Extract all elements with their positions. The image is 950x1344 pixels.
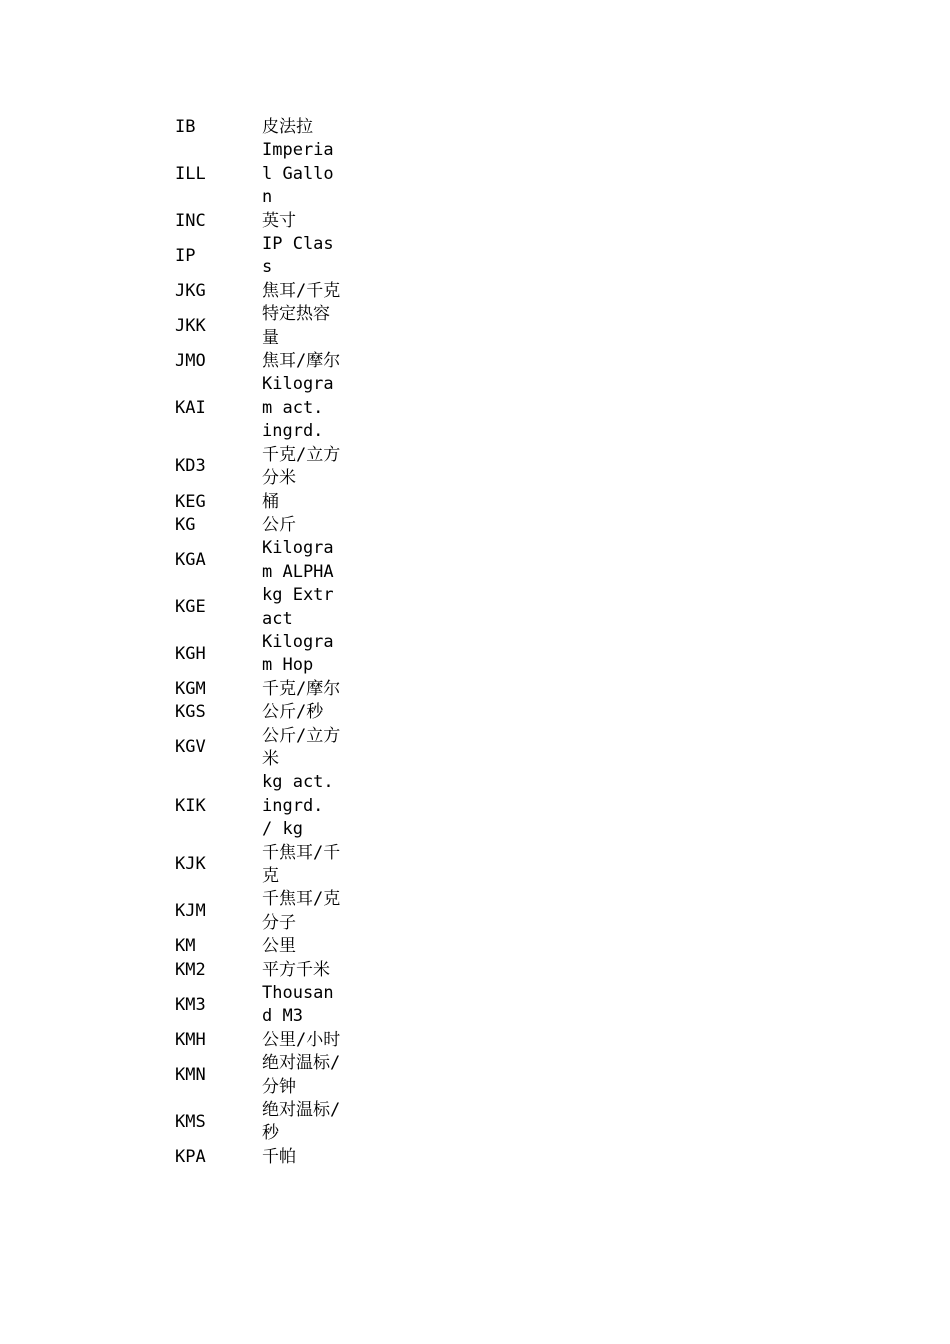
unit-description: IP Class <box>262 234 334 278</box>
unit-description: 绝对温标/分钟 <box>262 1053 341 1097</box>
unit-description: 焦耳/千克 <box>262 280 341 301</box>
unit-description: 平方千米 <box>262 959 330 980</box>
unit-code: KJK <box>175 854 206 875</box>
unit-description: 桶 <box>262 491 279 512</box>
table-row <box>175 1052 342 1099</box>
table-row <box>175 303 342 350</box>
unit-code: KG <box>175 514 196 535</box>
table-row <box>175 444 342 491</box>
unit-description: kg act.ingrd. / kg <box>262 772 334 840</box>
table-row <box>175 935 342 958</box>
table-row <box>175 350 342 373</box>
unit-code: KEG <box>175 491 206 512</box>
unit-code: KD3 <box>175 456 206 477</box>
table-row <box>175 373 342 443</box>
unit-code: JKG <box>175 280 206 301</box>
unit-code: KPA <box>175 1146 206 1167</box>
table-row <box>175 1146 342 1169</box>
unit-description: Kilogram act. ingrd. <box>262 374 334 442</box>
unit-code: IB <box>175 117 196 137</box>
unit-description: 千焦耳/克分子 <box>262 889 341 933</box>
table-row <box>175 631 342 678</box>
unit-code: KGS <box>175 702 206 723</box>
unit-description: 千克/立方分米 <box>262 444 341 489</box>
unit-code: KMS <box>175 1111 206 1132</box>
unit-code: KGH <box>175 643 206 664</box>
table-row <box>175 116 342 139</box>
unit-code: ILL <box>175 163 206 184</box>
table-row <box>175 725 342 772</box>
table-row <box>175 210 342 233</box>
unit-description: kg Extract <box>262 585 334 629</box>
unit-description: 公斤/立方米 <box>262 725 341 769</box>
table-row <box>175 842 342 889</box>
unit-description: Kilogram ALPHA <box>262 538 334 582</box>
unit-code: KMH <box>175 1029 206 1050</box>
unit-code: KM2 <box>175 959 206 980</box>
unit-code: JMO <box>175 351 206 372</box>
table-row <box>175 537 342 584</box>
unit-code: KJM <box>175 901 206 922</box>
unit-description: 特定热容量 <box>262 304 330 348</box>
unit-code: IP <box>175 245 196 266</box>
unit-description: 绝对温标/秒 <box>262 1100 341 1144</box>
unit-code: KGA <box>175 550 206 571</box>
table-row <box>175 233 342 280</box>
unit-code: KMN <box>175 1064 206 1085</box>
unit-code: KAI <box>175 397 206 418</box>
unit-code: INC <box>175 210 206 231</box>
unit-description: 千克/摩尔 <box>262 678 341 699</box>
table-row <box>175 584 342 631</box>
table-row <box>175 982 342 1029</box>
unit-description: 皮法拉 <box>262 117 313 137</box>
unit-description: Kilogram Hop <box>262 631 334 676</box>
unit-code: KIK <box>175 795 206 816</box>
table-row <box>175 888 342 935</box>
unit-code: KGV <box>175 737 206 758</box>
unit-description: 英寸 <box>262 210 296 231</box>
table-row <box>175 1099 342 1146</box>
unit-description: 公里 <box>262 936 296 957</box>
table-row <box>175 701 342 724</box>
unit-code: KM <box>175 936 196 957</box>
unit-table <box>175 116 342 1169</box>
table-row <box>175 959 342 982</box>
unit-description: 公里/小时 <box>262 1029 341 1050</box>
table-row <box>175 491 342 514</box>
unit-description: 千帕 <box>262 1146 296 1167</box>
unit-code: KM3 <box>175 994 206 1015</box>
unit-description: 公斤 <box>262 514 296 535</box>
unit-rows <box>175 116 342 1169</box>
unit-code: JKK <box>175 315 206 336</box>
unit-code: KGE <box>175 596 206 617</box>
table-row <box>175 771 342 841</box>
unit-code: KGM <box>175 678 206 699</box>
table-row <box>175 1029 342 1052</box>
table-row <box>175 139 342 209</box>
table-row <box>175 514 342 537</box>
table-row <box>175 678 342 701</box>
unit-description: Imperial Gallon <box>262 140 334 208</box>
unit-description: 公斤/秒 <box>262 702 324 723</box>
table-row <box>175 280 342 303</box>
unit-description: 焦耳/摩尔 <box>262 351 341 372</box>
unit-description: 千焦耳/千克 <box>262 842 341 886</box>
unit-description: Thousand M3 <box>262 983 334 1027</box>
